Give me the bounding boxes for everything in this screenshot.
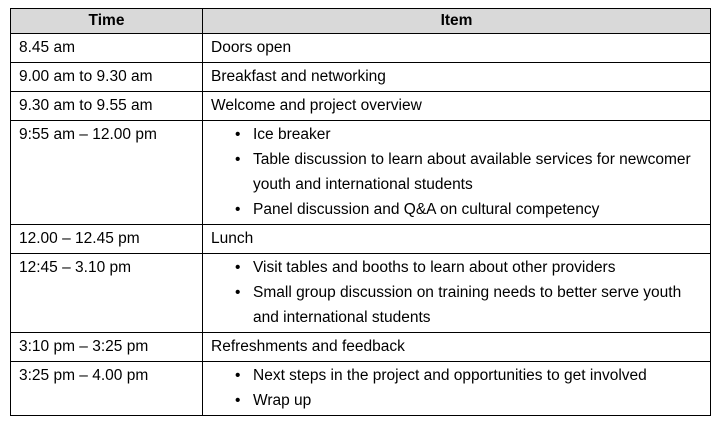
agenda-table-container	[10, 8, 711, 416]
time-cell: 12:45 – 3.10 pm	[11, 254, 203, 333]
list-item: • Panel discussion and Q&A on cultural competency	[253, 197, 702, 222]
time-cell: 9.00 am to 9.30 am	[11, 63, 203, 92]
time-cell: 3:10 pm – 3:25 pm	[11, 333, 203, 362]
header-item: Item	[203, 9, 711, 34]
table-header-row	[11, 9, 711, 34]
list-item: • Table discussion to learn about available services for newcomer youth and international students	[253, 147, 702, 197]
bullet-list	[211, 122, 702, 222]
list-item: • Wrap up	[253, 388, 702, 413]
time-cell: 3:25 pm – 4.00 pm	[11, 362, 203, 416]
table-row	[11, 362, 711, 416]
table-row	[11, 63, 711, 92]
item-cell: Doors open	[203, 34, 711, 63]
item-cell	[203, 254, 711, 333]
time-cell: 8.45 am	[11, 34, 203, 63]
item-cell	[203, 362, 711, 416]
bullet-list	[211, 255, 702, 330]
time-cell: 12.00 – 12.45 pm	[11, 225, 203, 254]
item-cell: Lunch	[203, 225, 711, 254]
bullet-list	[211, 363, 702, 413]
header-time: Time	[11, 9, 203, 34]
list-item: • Small group discussion on training needs to better serve youth and international students	[253, 280, 702, 330]
table-row	[11, 34, 711, 63]
agenda-table	[10, 8, 711, 416]
table-row	[11, 225, 711, 254]
table-row	[11, 121, 711, 225]
list-item: • Next steps in the project and opportunities to get involved	[253, 363, 702, 388]
table-row	[11, 333, 711, 362]
item-cell: Refreshments and feedback	[203, 333, 711, 362]
item-cell: Welcome and project overview	[203, 92, 711, 121]
time-cell: 9:55 am – 12.00 pm	[11, 121, 203, 225]
list-item: • Visit tables and booths to learn about other providers	[253, 255, 702, 280]
table-row	[11, 254, 711, 333]
table-row	[11, 92, 711, 121]
item-cell: Breakfast and networking	[203, 63, 711, 92]
item-cell	[203, 121, 711, 225]
list-item: • Ice breaker	[253, 122, 702, 147]
time-cell: 9.30 am to 9.55 am	[11, 92, 203, 121]
